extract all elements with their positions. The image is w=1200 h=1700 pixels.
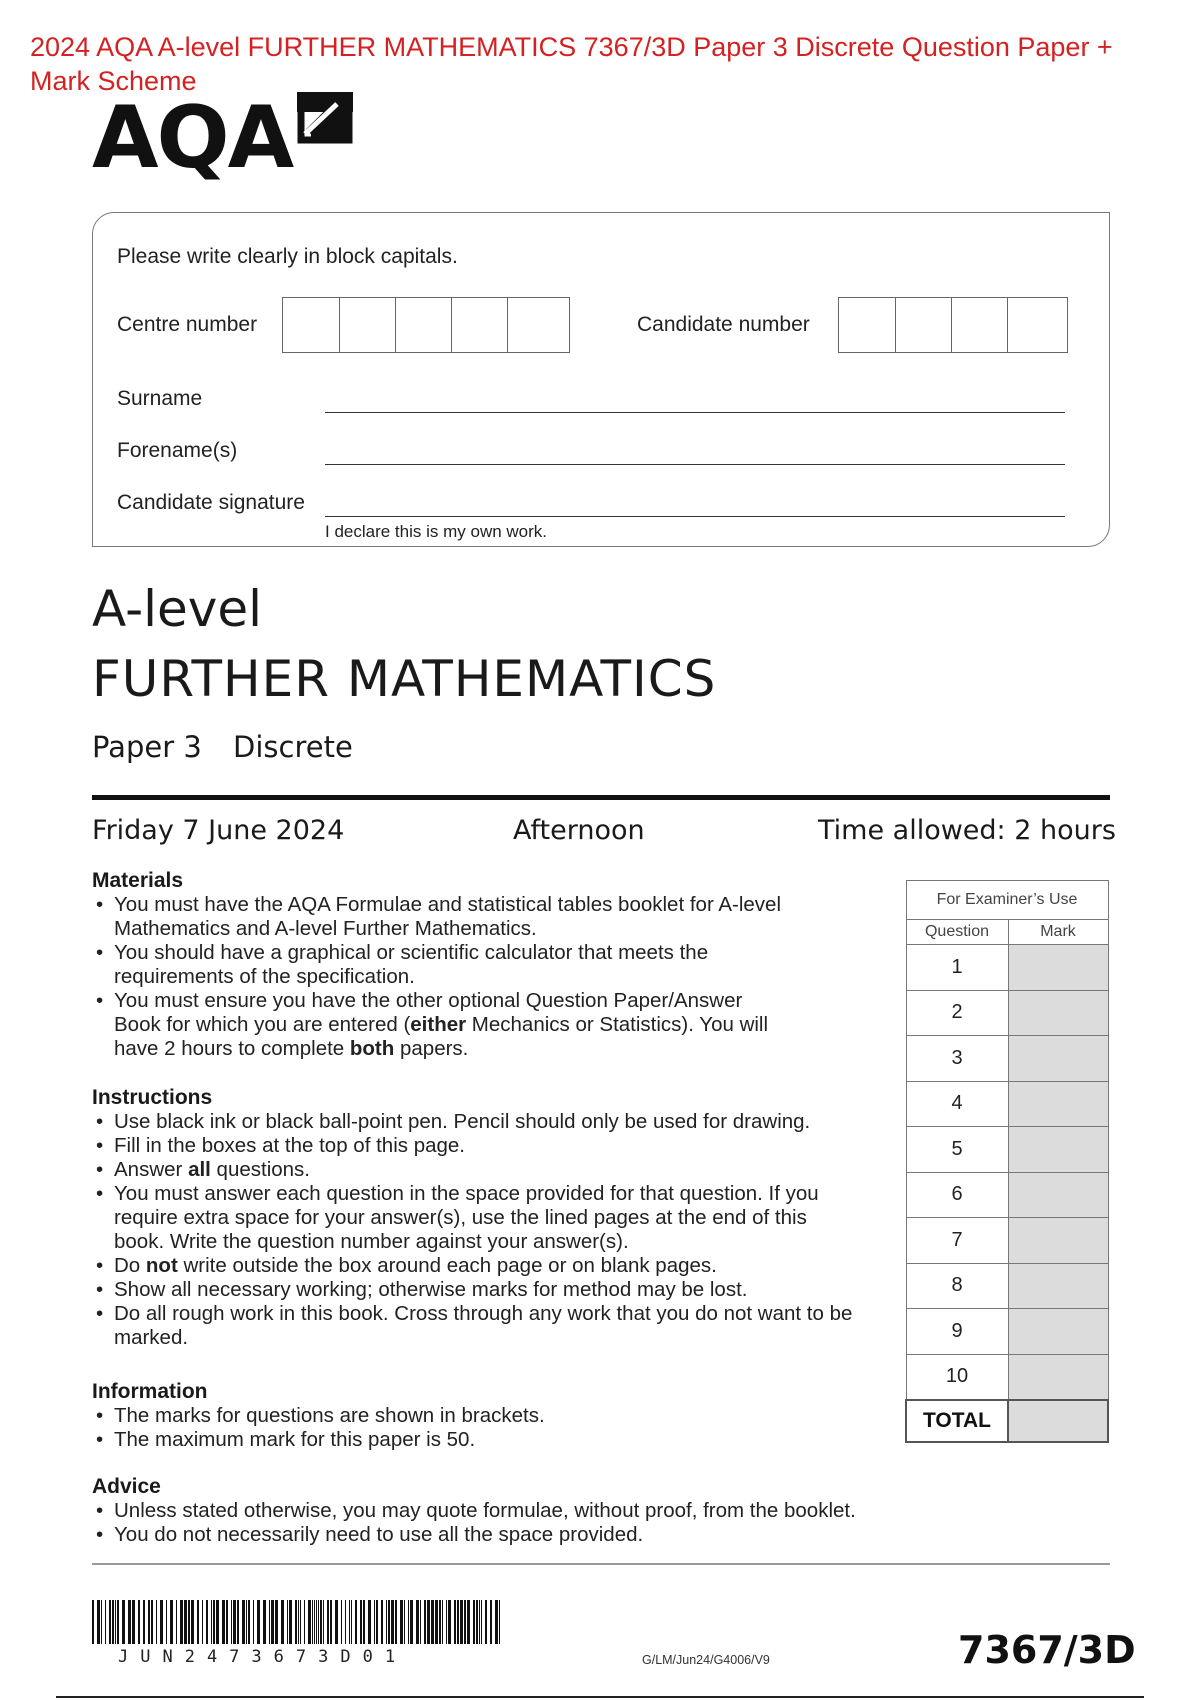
centre-number-label: Centre number [117,313,258,336]
barcode-bar [257,1600,260,1644]
centre-digit-box[interactable] [507,298,563,352]
barcode-bar [360,1600,362,1644]
barcode-bar [386,1600,387,1644]
barcode-bar [481,1600,482,1644]
mark-cell [1008,1309,1108,1355]
mark-cell [1008,1036,1108,1082]
barcode-bar [101,1600,102,1644]
question-number: 3 [906,1036,1008,1082]
barcode-bar [410,1600,413,1644]
question-number: 8 [906,1263,1008,1309]
barcode-bar [479,1600,480,1644]
barcode-bar [248,1600,250,1644]
mark-cell [1008,1263,1108,1309]
mark-cell [1008,1354,1108,1400]
barcode-bar [138,1600,140,1644]
barcode-bar [308,1600,311,1644]
barcode-bar [374,1600,375,1644]
barcode-bar [400,1600,403,1644]
centre-number-boxes[interactable] [282,297,570,353]
centre-digit-box[interactable] [395,298,451,352]
mark-cell [1008,1081,1108,1127]
barcode-bar [170,1600,173,1644]
barcode-bar [381,1600,383,1644]
barcode-bar [349,1600,350,1644]
barcode-bar [109,1600,111,1644]
aqa-logo-mark-icon [297,92,353,144]
document-banner-title: 2024 AQA A-level FURTHER MATHEMATICS 7367/3D Paper 3 Discrete Question Paper + Mark Scheme [30,32,1113,96]
barcode-bar [351,1600,352,1644]
mark-cell [1008,945,1108,991]
mark-cell [1008,1218,1108,1264]
barcode-bar [115,1600,116,1644]
centre-digit-box[interactable] [339,298,395,352]
advice-section [92,1475,992,1547]
barcode-bar [404,1600,405,1644]
aqa-logo [92,88,362,188]
barcode-bar [92,1600,94,1644]
barcode-bar [363,1600,365,1644]
barcode-bar [231,1600,232,1644]
information-item: • The marks for questions are shown in brackets. [92,1404,892,1428]
barcode-bar [495,1600,498,1644]
barcode-bar [263,1600,266,1644]
signature-label: Candidate signature [117,491,305,514]
header-divider [92,795,1110,800]
instruction-item: • Do not write outside the box around each page or on blank pages. [92,1254,882,1278]
barcode-bar [289,1600,292,1644]
advice-heading: Advice [92,1475,161,1498]
total-label: TOTAL [906,1400,1008,1442]
barcode-icon [92,1600,504,1644]
barcode-bar [431,1600,434,1644]
question-number: 6 [906,1172,1008,1218]
barcode-bar [253,1600,254,1644]
candidate-digit-box[interactable] [1007,298,1063,352]
qualification-level: A-level [92,580,263,638]
question-number: 2 [906,990,1008,1036]
barcode-bar [242,1600,245,1644]
centre-digit-box[interactable] [283,298,339,352]
time-allowed: Time allowed: 2 hours [818,815,1116,846]
barcode-bar [314,1600,315,1644]
barcode-bar [391,1600,394,1644]
examiner-table-header: For Examiner’s Use [906,881,1108,920]
question-number: 9 [906,1309,1008,1355]
barcode-bar [442,1600,443,1644]
declaration-text: I declare this is my own work. [325,522,548,541]
barcode-bar [320,1600,322,1644]
forename-field[interactable] [325,464,1065,465]
mark-column-header: Mark [1008,920,1108,945]
instruction-item: • You must answer each question in the space provided for that question. If you require extra space for your answer(s), use the lined pages at the end of this book. Write the question number against your answer(s). [92,1182,854,1254]
instructions-heading: Instructions [92,1086,213,1109]
forename-label: Forename(s) [117,439,238,462]
barcode-number: JUN2473673D01 [118,1647,408,1667]
question-number: 7 [906,1218,1008,1264]
barcode-bar [368,1600,371,1644]
barcode-bar [408,1600,409,1644]
centre-digit-box[interactable] [451,298,507,352]
instruction-item: • Fill in the boxes at the top of this page. [92,1134,882,1158]
barcode-bar [448,1600,451,1644]
barcode-bar [143,1600,145,1644]
barcode-bar [395,1600,397,1644]
barcode-bar [457,1600,459,1644]
instruction-item: • Use black ink or black ball-point pen. Pencil should only be used for drawing. [92,1110,882,1134]
page-bottom-rule [56,1696,1144,1698]
barcode-bar [341,1600,342,1644]
barcode-bar [316,1600,317,1644]
barcode-bar [490,1600,492,1644]
footer-divider [92,1563,1110,1565]
candidate-number-label: Candidate number [637,313,810,336]
barcode-bar [211,1600,212,1644]
barcode-bar [216,1600,219,1644]
barcode-bar [355,1600,357,1644]
barcode-bar [416,1600,419,1644]
barcode-bar [298,1600,299,1644]
candidate-number-boxes[interactable] [838,297,1068,353]
barcode-bar [222,1600,225,1644]
candidate-digit-box[interactable] [895,298,951,352]
barcode-bar [304,1600,305,1644]
barcode-bar [206,1600,208,1644]
barcode-bar [435,1600,438,1644]
barcode-bar [151,1600,153,1644]
advice-item: • You do not necessarily need to use all the space provided. [92,1523,992,1547]
barcode-bar [275,1600,278,1644]
barcode-bar [499,1600,500,1644]
instruction-item: • Answer all questions. [92,1158,882,1182]
barcode-bar [330,1600,332,1644]
barcode-bar [439,1600,441,1644]
barcode-bar [454,1600,456,1644]
barcode-bar [376,1600,378,1644]
barcode-bar [122,1600,125,1644]
barcode-bar [226,1600,228,1644]
barcode-bar [117,1600,119,1644]
barcode-bar [485,1600,487,1644]
surname-field[interactable] [325,412,1065,413]
surname-label: Surname [117,387,203,410]
candidate-digit-box[interactable] [839,298,895,352]
barcode-bar [112,1600,114,1644]
barcode-bar [420,1600,421,1644]
information-item: • The maximum mark for this paper is 50. [92,1428,892,1452]
barcode-bar [476,1600,478,1644]
barcode-bar [318,1600,319,1644]
barcode-bar [335,1600,338,1644]
question-number: 1 [906,945,1008,991]
question-column-header: Question [906,920,1008,945]
instruction-item: • Show all necessary working; otherwise marks for method may be lost. [92,1278,882,1302]
barcode-bar [460,1600,463,1644]
paper-code: 7367/3D [958,1628,1136,1672]
subject-title: FURTHER MATHEMATICS [92,650,717,708]
paper-component: Discrete [233,730,353,764]
barcode-bar [388,1600,390,1644]
advice-item: • Unless stated otherwise, you may quote formulae, without proof, from the booklet. [92,1499,992,1523]
question-number: 5 [906,1127,1008,1173]
materials-section [92,869,892,1061]
candidate-digit-box[interactable] [951,298,1007,352]
barcode-bar [213,1600,215,1644]
instructions-section [92,1086,892,1350]
barcode-bar [287,1600,288,1644]
barcode-bar [237,1600,239,1644]
barcode-bar [424,1600,426,1644]
information-heading: Information [92,1380,208,1403]
barcode-bar [312,1600,313,1644]
barcode-bar [197,1600,199,1644]
information-section [92,1380,892,1452]
question-number: 4 [906,1081,1008,1127]
barcode-bar [188,1600,190,1644]
mark-cell [1008,1127,1108,1173]
barcode-bar [97,1600,100,1644]
barcode-bar [295,1600,297,1644]
barcode-bar [148,1600,150,1644]
barcode-bar [464,1600,466,1644]
barcode-bar [427,1600,430,1644]
materials-item: • You must have the AQA Formulae and statistical tables booklet for A-level Mathematics and A-level Further Mathematics. [92,893,792,941]
barcode-bar [446,1600,447,1644]
barcode-bar [323,1600,324,1644]
barcode-bar [467,1600,470,1644]
barcode-bar [473,1600,475,1644]
instruction-item: • Do all rough work in this book. Cross through any work that you do not want to be marked. [92,1302,894,1350]
materials-heading: Materials [92,869,184,892]
mark-cell [1008,990,1108,1036]
barcode-bar [269,1600,270,1644]
barcode-bar [271,1600,274,1644]
barcode-bar [233,1600,236,1644]
barcode-bar [327,1600,329,1644]
exam-session: Afternoon [513,815,645,846]
barcode-bar [128,1600,131,1644]
candidate-details-box [92,212,1110,547]
barcode-bar [246,1600,247,1644]
question-number: 10 [906,1354,1008,1400]
barcode-bar [202,1600,203,1644]
barcode-bar [345,1600,346,1644]
exam-date: Friday 7 June 2024 [92,815,345,846]
barcode-bar [156,1600,157,1644]
barcode-bar [166,1600,167,1644]
mark-cell [1008,1172,1108,1218]
barcode-bar [184,1600,187,1644]
barcode-bar [180,1600,183,1644]
barcode-bar [281,1600,284,1644]
examiner-use-table [905,880,1109,1443]
barcode-bar [300,1600,301,1644]
barcode-bar [160,1600,163,1644]
paper-number: Paper 3 [92,730,202,764]
barcode-bar [176,1600,177,1644]
logo-text: AQA [92,88,293,188]
barcode-bar [191,1600,194,1644]
document-reference: G/LM/Jun24/G4006/V9 [642,1653,770,1667]
barcode-bar [105,1600,106,1644]
barcode-bar [132,1600,135,1644]
block-capitals-instruction: Please write clearly in block capitals. [117,245,458,268]
total-mark-cell [1008,1400,1108,1442]
signature-field[interactable] [325,516,1065,517]
materials-item: • You must ensure you have the other optional Question Paper/Answer Book for which you are entered (either Mechanics or Statistics). You will have 2 hours to complete both papers. [92,989,792,1061]
materials-item: • You should have a graphical or scientific calculator that meets the requirements of the specification. [92,941,792,989]
